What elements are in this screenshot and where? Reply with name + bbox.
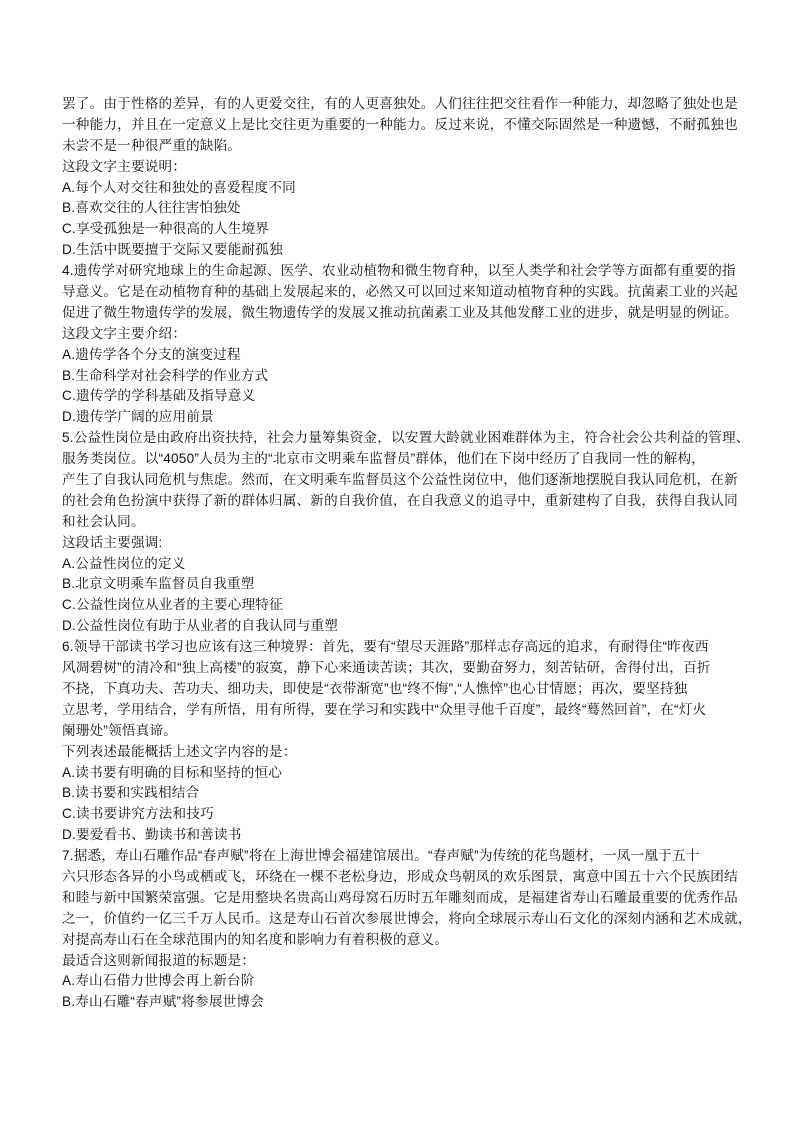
passage-line: 的社会角色扮演中获得了新的群体归属、新的自我价值，在自我意义的追寻中，重新建构了自我，获得自我认同: [62, 492, 738, 508]
passage-line: 未尝不是一种很严重的缺陷。: [62, 137, 242, 153]
answer-option: A.读书要有明确的目标和坚持的恒心: [62, 764, 283, 780]
answer-option: C.公益性岗位从业者的主要心理特征: [62, 597, 283, 613]
answer-option: B.寿山石雕“春声赋”将参展世博会: [62, 994, 265, 1010]
passage-line: 风凋碧树”的清冷和“独上高楼”的寂寞，静下心来通读苦读；其次，要勤奋努力，刻苦钻研，舍得付出，百折: [62, 660, 711, 676]
passage-line: 和睦与新中国繁荣富强。它是用整块名贵高山鸡母窝石历时五年雕刻而成，是福建省寿山石雕最重要的优秀作品: [62, 889, 738, 905]
answer-option: C.遗传学的学科基础及指导意义: [62, 388, 256, 404]
passage-line: 6.领导干部读书学习也应该有这三种境界：首先，要有“望尽天涯路”那样志存高远的追求，有耐得住“昨夜西: [62, 639, 709, 655]
passage-line: 阑珊处”领悟真谛。: [62, 722, 178, 738]
passage-line: 不挠，下真功夫、苦功夫、细功夫，即使是“衣带渐宽”也“终不悔”,“人憔悴”也心甘情愿；再次，要坚持独: [62, 680, 688, 696]
passage-line: 六只形态各异的小鸟或栖或飞，环绕在一棵不老松身边，形成众鸟朝凤的欢乐图景，寓意中国五十六个民族团结: [62, 868, 738, 884]
answer-option: B.喜欢交往的人往往害怕独处: [62, 200, 241, 216]
passage-line: 之一，价值约一亿三千万人民币。这是寿山石首次参展世博会，将向全球展示寿山石文化的深刻内涵和艺术成就，: [62, 910, 752, 926]
passage-line: 产生了自我认同危机与焦虑。然而，在文明乘车监督员这个公益性岗位中，他们逐渐地摆脱自我认同危机，在新: [62, 472, 738, 488]
question-prompt: 这段文字主要说明：: [62, 158, 187, 174]
question-prompt: 这段话主要强调:: [62, 534, 163, 550]
passage-line: 罢了。由于性格的差异，有的人更爱交往，有的人更喜独处。人们往往把交往看作一种能力，却忽略了独处也是: [62, 96, 738, 111]
answer-option: B.生命科学对社会科学的作业方式: [62, 367, 269, 383]
question-prompt: 下列表述最能概括上述文字内容的是：: [62, 743, 297, 759]
answer-option: D.遗传学广阔的应用前景: [62, 409, 214, 425]
question-block: [62, 261, 762, 428]
question-block: [62, 637, 762, 846]
passage-line: 服务类岗位。以“4050”人员为主的“北京市文明乘车监督员”群体，他们在下岗中经历了自我同一性的解构，: [62, 451, 706, 467]
answer-option: A.寿山石借力世博会再上新台阶: [62, 973, 255, 989]
passage-line: 一种能力，并且在一定意义上是比交往更为重要的一种能力。反过来说，不懂交际固然是一种遗憾，不耐孤独也: [62, 116, 738, 132]
answer-option: D.要爱看书、勤读书和善读书: [62, 827, 242, 843]
question-block: [62, 846, 762, 1013]
question-block: [62, 94, 762, 261]
answer-option: B.读书要和实践相结合: [62, 785, 200, 801]
passage-line: 7.据悉，寿山石雕作品“春声赋”将在上海世博会福建馆展出。“春声赋”为传统的花鸟题材，一凤一凰于五十: [62, 848, 700, 864]
passage-line: 5.公益性岗位是由政府出资扶持，社会力量筹集资金，以安置大龄就业困难群体为主，符合社会公共利益的管理、: [62, 430, 750, 446]
answer-option: A.每个人对交往和独处的喜爱程度不同: [62, 179, 296, 195]
document-page: [62, 94, 762, 1013]
question-prompt: 这段文字主要介绍：: [62, 325, 187, 341]
answer-option: D.公益性岗位有助于从业者的自我认同与重塑: [62, 618, 339, 634]
passage-line: 立思考，学用结合，学有所悟，用有所得，要在学习和实践中“众里寻他千百度”，最终“蓦然回首”，在“灯火: [62, 701, 707, 717]
answer-option: A.遗传学各个分支的演变过程: [62, 346, 241, 362]
passage-line: 和社会认同。: [62, 513, 145, 529]
passage-line: 促进了微生物遗传学的发展，微生物遗传学的发展又推动抗菌素工业及其他发酵工业的进步，就是明显的例证。: [62, 304, 738, 320]
answer-option: D.生活中既要擅于交际又要能耐孤独: [62, 242, 283, 258]
passage-line: 对提高寿山石在全球范围内的知名度和影响力有着积极的意义。: [62, 931, 449, 947]
answer-option: C.享受孤独是一种很高的人生境界: [62, 221, 270, 237]
answer-option: C.读书要讲究方法和技巧: [62, 806, 214, 822]
answer-option: A.公益性岗位的定义: [62, 555, 186, 571]
question-block: [62, 428, 762, 637]
passage-line: 4.遗传学对研究地球上的生命起源、医学、农业动植物和微生物育种，以至人类学和社会学等方面都有重要的指: [62, 263, 736, 279]
question-prompt: 最适合这则新闻报道的标题是：: [62, 952, 256, 968]
passage-line: 导意义。它是在动植物育种的基础上发展起来的，必然又可以回过来知道动植物育种的实践。抗菌素工业的兴起: [62, 284, 738, 300]
answer-option: B.北京文明乘车监督员自我重塑: [62, 576, 255, 592]
